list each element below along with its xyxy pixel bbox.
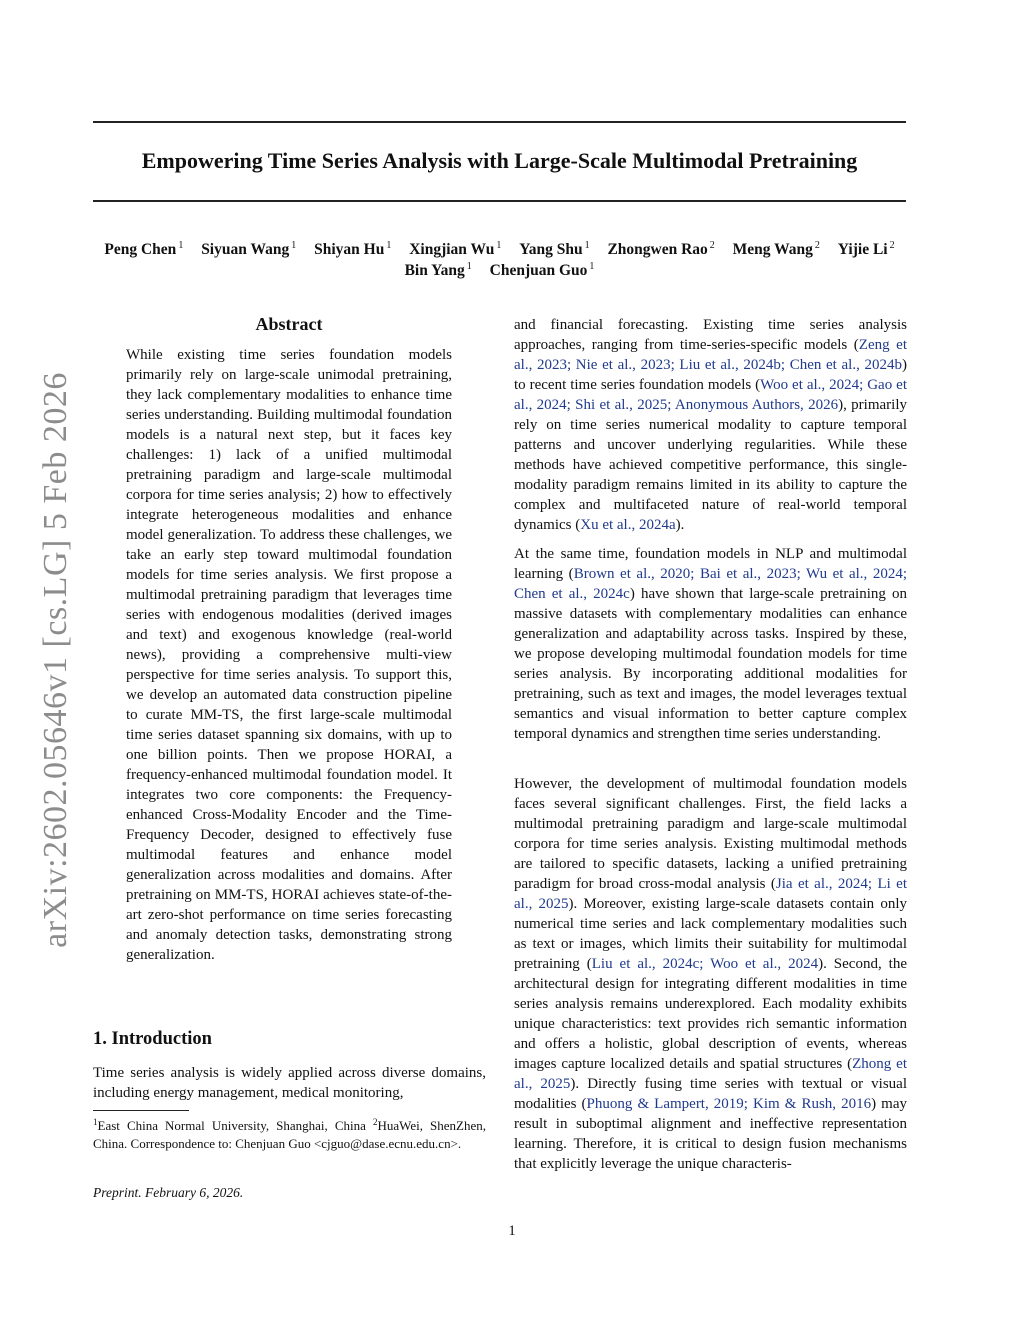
right-column-paragraph-2: At the same time, foundation models in NLP and multimodal learning (Brown et al., 2020; Bai et al., 2023; Wu et al., 2024; Chen et al., 2024c) have shown that large-scale pretraining on massive datasets with complementary modalities can enhance generalization and adaptability across tasks. Inspired by these, we propose developing multimodal foundation models for time series analysis. By incorporating additional modalities for pretraining, such as text and images, the model leverages textual semantics and visual information to better capture complex temporal dynamics and strengthen time series understanding. (514, 546, 908, 742)
author: Xingjian Wu $^1$ (409, 240, 502, 258)
affiliation-footnote: $^1$East China Normal University, Shanghai, China $^2$HuaWei, ShenZhen, China. Correspondence to: Chenjuan Guo <cjguo@dase.ecnu.edu.cn>. (93, 1117, 486, 1151)
title-top-rule (93, 121, 906, 123)
author-list-line-2 (93, 257, 906, 281)
citation-link[interactable]: Brown et al., 2020; Bai et al., 2023; Wu et al., 2024; Chen et al., 2024c (514, 566, 908, 602)
page-number: 1 (508, 1223, 516, 1239)
preprint-note: Preprint. February 6, 2026. (93, 1185, 244, 1200)
citation-link[interactable]: Zeng et al., 2023; Nie et al., 2023; Liu et al., 2024b; Chen et al., 2024b (514, 337, 907, 373)
citation-link[interactable]: Zhong et al., 2025 (514, 1056, 907, 1092)
title-bottom-rule (93, 200, 906, 202)
introduction-paragraph: Time series analysis is widely applied across diverse domains, including energy management, medical monitoring, (93, 1065, 486, 1101)
author: Zhongwen Rao $^2$ (607, 240, 715, 258)
citation-link[interactable]: Jia et al., 2024; Li et al., 2025 (514, 876, 907, 912)
paper-title: Empowering Time Series Analysis with Large-Scale Multimodal Pretraining (141, 148, 858, 173)
author: Bin Yang $^1$ (404, 261, 472, 279)
arxiv-identifier-watermark: arXiv:2602.05646v1 [cs.LG] 5 Feb 2026 (37, 372, 74, 948)
citation-link[interactable]: Liu et al., 2024c; Woo et al., 2024 (591, 956, 819, 972)
citation-link[interactable]: Xu et al., 2024a (580, 517, 676, 533)
abstract-text: While existing time series foundation models primarily rely on large-scale unimodal pretraining, they lack complementary modalities to enhance time series understanding. Building multimodal foundation models is a natural next step, but it faces key challenges: 1) lack of a unified multimodal pretraining paradigm and large-scale multimodal corpora for time series analysis; 2) how to effectively integrate heterogeneous modalities and enhance model generalization. To address these challenges, we take an early step toward multimodal foundation models for time series analysis. We first propose a multimodal pretraining paradigm that leverages time series with endogenous modalities (derived images and text) and exogenous knowledge (real-world news), providing a comprehensive multi-view perspective for time series analysis. To support this, we develop an automated data construction pipeline to curate MM-TS, the first large-scale multimodal time series dataset spanning six domains, with up to one billion points. Then we propose HORAI, a frequency-enhanced multimodal foundation model. It integrates two core components: the Frequency-enhanced Cross-Modality Encoder and the Time-Frequency Decoder, designed to effectively fuse multimodal features and enhance model generalization across modalities and domains. After pretraining on MM-TS, HORAI achieves state-of-the-art zero-shot performance on time series forecasting and anomaly detection tasks, demonstrating strong generalization. (126, 347, 452, 963)
author: Shiyan Hu $^1$ (314, 240, 392, 258)
author: Siyuan Wang $^1$ (201, 240, 297, 258)
author: Chenjuan Guo $^1$ (489, 261, 595, 279)
author: Peng Chen $^1$ (104, 240, 184, 258)
author: Yijie Li $^2$ (837, 240, 895, 258)
abstract-heading: Abstract (255, 314, 323, 334)
introduction-heading: 1. Introduction (93, 1029, 212, 1049)
right-column-paragraph-1: and financial forecasting. Existing time series analysis approaches, ranging from time-series-specific models (Zeng et al., 2023; Nie et al., 2023; Liu et al., 2024b; Chen et al., 2024b) to recent time series foundation models (Woo et al., 2024; Gao et al., 2024; Shi et al., 2025; Anonymous Authors, 2026), primarily rely on time series numerical modality to capture temporal patterns and uncover underlying regularities. While these methods have achieved competitive performance, this single-modality paradigm remains limited in its ability to capture the complex and multifaceted nature of real-world temporal dynamics (Xu et al., 2024a). (514, 317, 907, 533)
author: Yang Shu $^1$ (519, 240, 590, 258)
author: Meng Wang $^2$ (732, 240, 820, 258)
citation-link[interactable]: Woo et al., 2024; Gao et al., 2024; Shi et al., 2025; Anonymous Authors, 2026 (514, 377, 907, 413)
right-column-paragraph-3: However, the development of multimodal foundation models faces several significant challenges. First, the field lacks a multimodal pretraining paradigm and large-scale multimodal corpora for time series analysis. Existing multimodal methods are tailored to specific datasets, lacking a unified pretraining paradigm for broad cross-modal analysis (Jia et al., 2024; Li et al., 2025). Moreover, existing large-scale datasets contain only numerical time series and lack complementary modalities such as text or images, which limits their suitability for multimodal pretraining (Liu et al., 2024c; Woo et al., 2024). Second, the architectural design for integrating different modalities in time series analysis remains underexplored. Each modality exhibits unique characteristics: text provides rich semantic information and offers a holistic, global description of events, whereas images capture localized details and spatial structures (Zhong et al., 2025). Directly fusing time series with textual or visual modalities (Phuong & Lampert, 2019; Kim & Rush, 2016) may result in suboptimal alignment and ineffective representation learning. Therefore, it is critical to design fusion mechanisms that explicitly leverage the unique characteris- (514, 776, 908, 1172)
footnote-rule (93, 1110, 189, 1111)
citation-link[interactable]: Phuong & Lampert, 2019; Kim & Rush, 2016 (586, 1096, 872, 1112)
